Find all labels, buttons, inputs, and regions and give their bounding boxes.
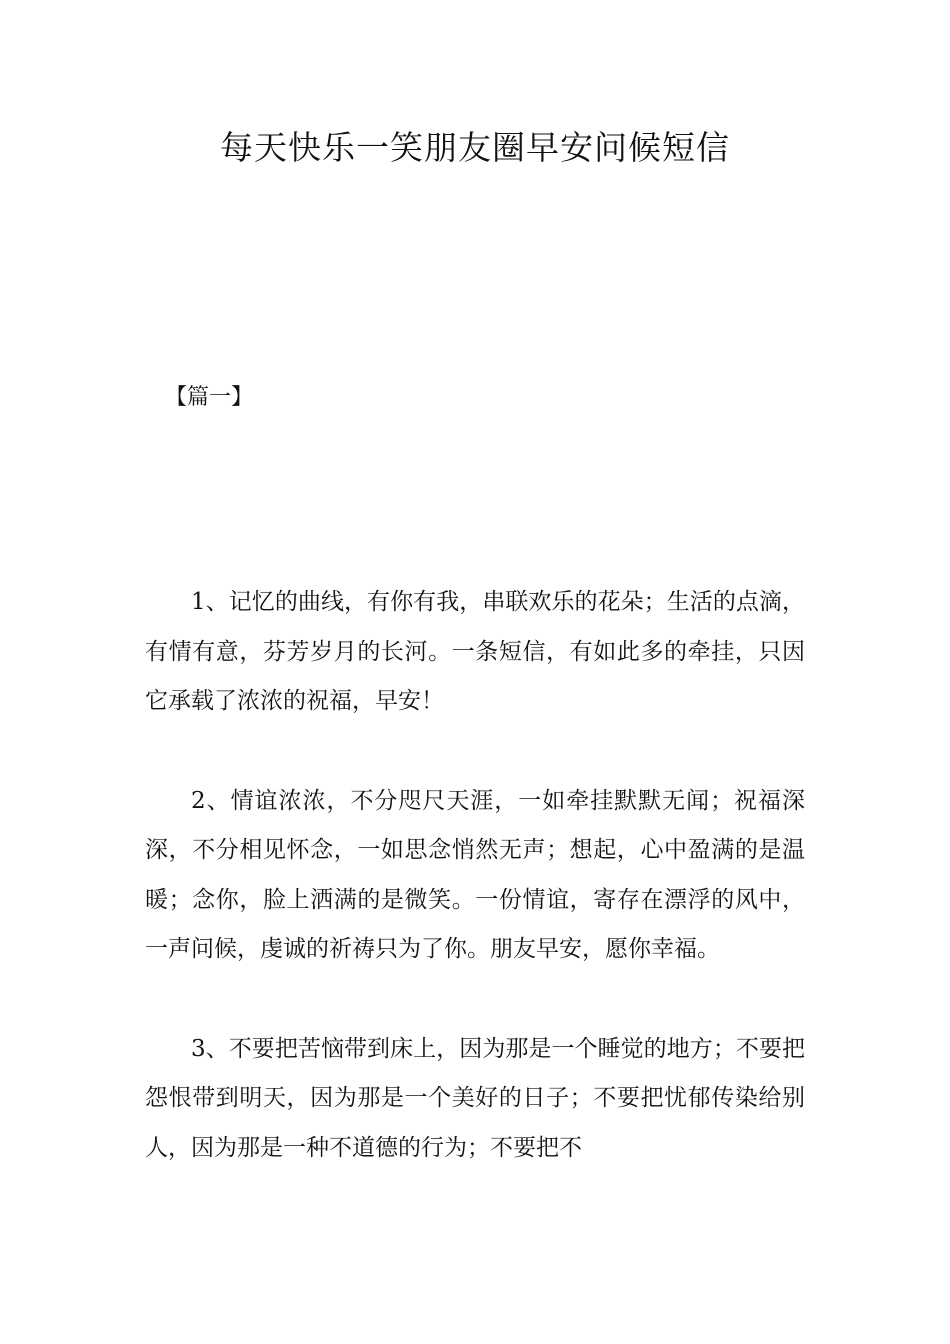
document-title: 每天快乐一笑朋友圈早安问候短信 xyxy=(220,128,730,167)
paragraph-2: 2、情谊浓浓，不分咫尺天涯，一如牵挂默默无闻；祝福深深，不分相见怀念，一如思念悄然无声；想起，心中盈满的是温暖；念你，脸上洒满的是微笑。一份情谊，寄存在漂浮的风中，一声问候，虔诚的祈祷只为了你。朋友早安，愿你幸福。 xyxy=(145,787,805,962)
document-body xyxy=(145,578,805,1223)
paragraph-1: 1、记忆的曲线，有你有我，串联欢乐的花朵；生活的点滴，有情有意，芬芳岁月的长河。一条短信，有如此多的牵挂，只因它承载了浓浓的祝福，早安！ xyxy=(145,589,805,714)
section-heading: 【篇一】 xyxy=(165,385,254,410)
paragraph-3: 3、不要把苦恼带到床上，因为那是一个睡觉的地方；不要把怨恨带到明天，因为那是一个美好的日子；不要把忧郁传染给别人，因为那是一种不道德的行为；不要把不 xyxy=(145,1035,805,1161)
